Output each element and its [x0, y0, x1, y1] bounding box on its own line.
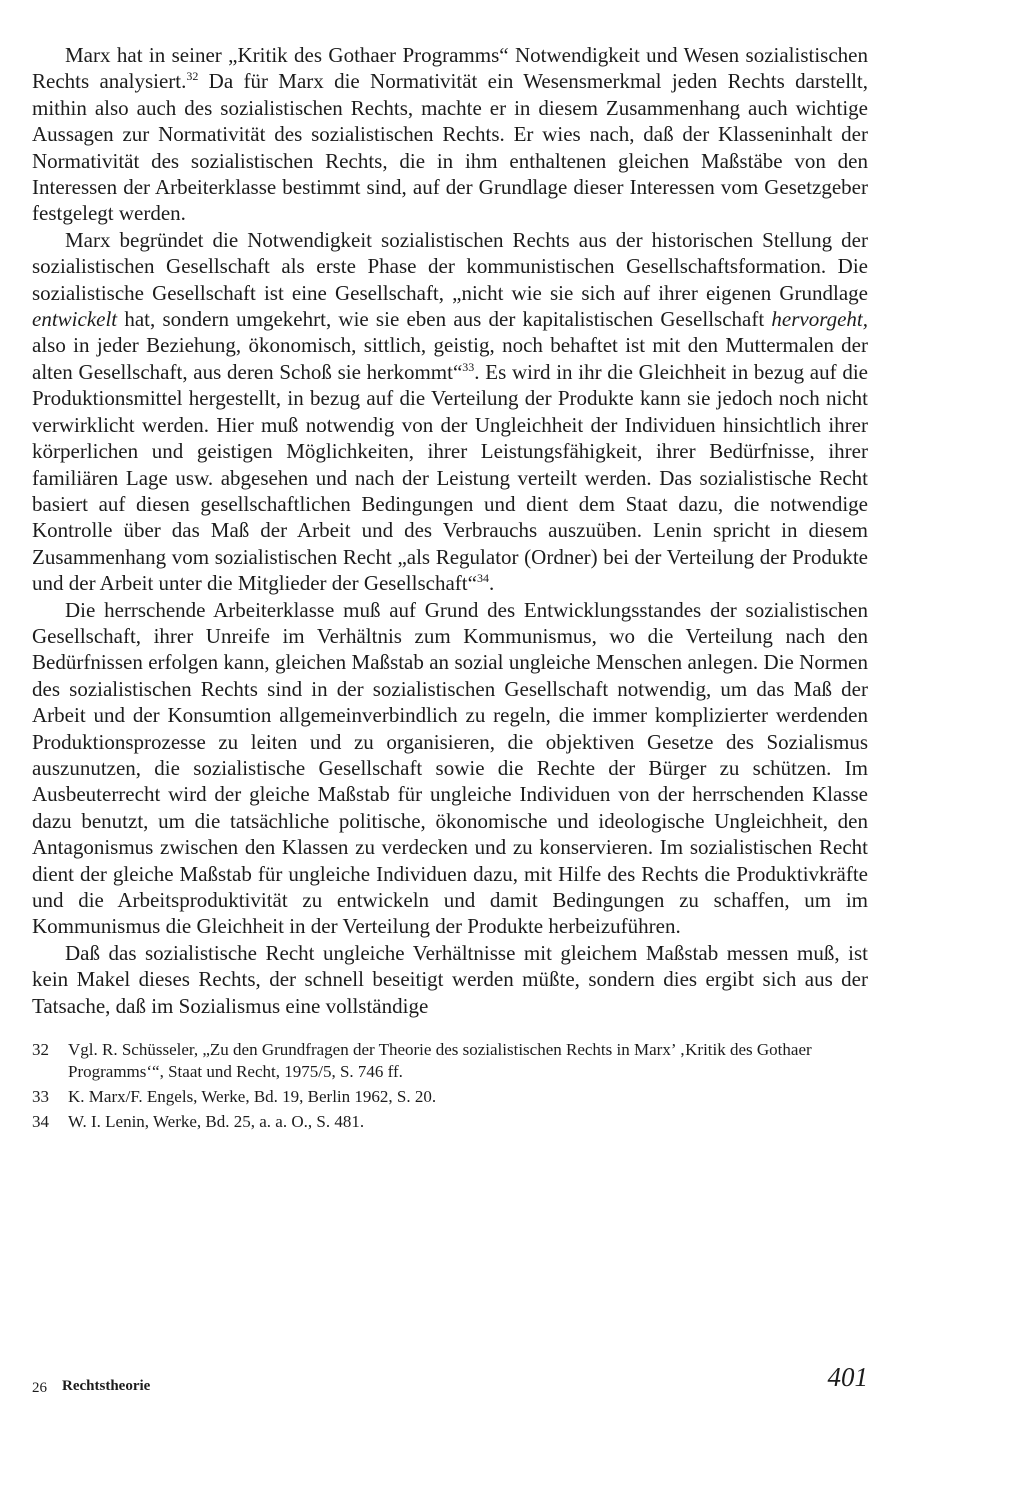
text-run: also in jeder Beziehung, ökonomisch, sittlich, geistig, noch behaftet ist mit den Muttermalen der alten Gesellschaft, aus deren Schoß sie herkommt“ — [32, 333, 868, 384]
footnote-number: 34 — [32, 1112, 49, 1132]
text-run: Marx begründet die Notwendigkeit sozialistischen Rechts aus der historischen Stellung der sozialistischen Gesellschaft als erste Phase der kommunistischen Gesellschaftsformation. Die sozialistische Gesellschaft ist eine Gesellschaft, „nicht wie sie sich auf ihrer eigenen Grundlage — [32, 227, 868, 305]
paragraph — [32, 940, 868, 1019]
footnote-reference: 33 — [462, 359, 475, 374]
footnote — [32, 1111, 868, 1133]
text-run: . Es wird in ihr die Gleichheit in bezug auf die Produktionsmittel hergestellt, in bezug auf die Verteilung der Produkte kann sie jedoch noch nicht verwirklicht werden. Hier muß notwendig von der Ungleichheit der Individuen hinsichtlich ihrer körperlichen und geistigen Möglichkeiten, ihrer Leistungsfähigkeit, ihrer Bedürfnisse, ihrer familiären Lage usw. abgesehen und nach der Leistung verteilt werden. Das sozialistische Recht basiert auf diesen gesellschaftlichen Bedingungen und dient dem Staat dazu, die notwendige Kontrolle über das Maß der Arbeit und des Verbrauchs auszuüben. Lenin spricht in diesem Zusammenhang vom sozialistischen Recht „als Regulator (Ordner) bei der Verteilung der Produkte und der Arbeit unter die Mitglieder der Gesellschaft“ — [32, 359, 868, 596]
emphasis-text: hervorgeht, — [771, 307, 868, 332]
footnote — [32, 1039, 868, 1083]
footnote-number: 32 — [32, 1040, 49, 1060]
text-run: hat, sondern umgekehrt, wie sie eben aus der kapitalistischen Gesellschaft — [117, 307, 772, 332]
footnotes — [32, 1039, 868, 1133]
paragraph — [32, 227, 868, 597]
signature-number: 26 — [32, 1380, 47, 1396]
body-text — [32, 42, 868, 1019]
signature-label: Rechtstheorie — [62, 1378, 151, 1394]
text-run: Marx hat in seiner „Kritik des Gothaer Programms“ Notwendigkeit und Wesen sozialistischen Rechts analysiert. — [32, 43, 868, 94]
footnote-text: Vgl. R. Schüsseler, „Zu den Grundfragen der Theorie des sozialistischen Rechts in Marx’ ‚Kritik des Gothaer Programms‘“, Staat und Recht, 1975/5, S. 746 ff. — [68, 1040, 812, 1082]
footnote-reference: 32 — [186, 69, 199, 84]
text-run: . — [488, 571, 495, 596]
footnote — [32, 1086, 868, 1108]
paragraph — [32, 597, 868, 940]
footnote-reference: 34 — [476, 571, 489, 586]
document-page — [32, 42, 868, 1136]
page-footer — [32, 1362, 868, 1402]
text-run: Daß das sozialistische Recht ungleiche Verhältnisse mit gleichem Maßstab messen muß, ist kein Makel dieses Rechts, der schnell beseitigt werden müßte, sondern dies ergibt sich aus der Tatsache, daß im Sozialismus eine vollständige — [32, 940, 868, 1018]
paragraph — [32, 42, 868, 227]
footnote-text: W. I. Lenin, Werke, Bd. 25, a. a. O., S. 481. — [68, 1112, 365, 1132]
footnote-text: K. Marx/F. Engels, Werke, Bd. 19, Berlin 1962, S. 20. — [68, 1087, 437, 1107]
text-run: Die herrschende Arbeiterklasse muß auf Grund des Entwicklungsstandes der sozialistischen Gesellschaft, ihrer Unreife im Verhältnis zum Kommunismus, wo die Verteilung nach den Bedürfnissen erfolgen kann, gleichen Maßstab an sozial ungleiche Menschen anlegen. Die Normen des sozialistischen Rechts sind in der sozialistischen Gesellschaft notwendig, um das Maß der Arbeit und der Konsumtion allgemeinverbindlich zu regeln, die immer komplizierter werdenden Produktionsprozesse zu leiten und zu organisieren, die objektiven Gesetze des Sozialismus auszunutzen, die sozialistische Gesellschaft sowie die Rechte der Bürger zu schützen. Im Ausbeuterrecht wird der gleiche Maßstab für ungleiche Individuen von der herrschenden Klasse dazu benutzt, um die tatsächliche politische, ökonomische und ideologische Ungleichheit, den Antagonismus zwischen den Klassen zu verdecken und zu konservieren. Im sozialistischen Recht dient der gleiche Maßstab für ungleiche Individuen dazu, mit Hilfe des Rechts die Produktivkräfte und die Arbeitsproduktivität zu entwickeln und damit Bedingungen zu schaffen, um im Kommunismus die Gleichheit in der Verteilung der Produkte herbeizuführen. — [32, 597, 868, 939]
emphasis-text: entwickelt — [32, 307, 118, 332]
text-run: Da für Marx die Normativität ein Wesensmerkmal jeden Rechts darstellt, mithin also auch des sozialistischen Rechts, machte er in diesem Zusammenhang auch wichtige Aussagen zur Normativität des sozialistischen Rechts. Er wies nach, daß der Klasseninhalt der Normativität des sozialistischen Rechts, die in ihm enthaltenen gleichen Maßstäbe von den Interessen der Arbeiterklasse bestimmt sind, auf der Grundlage dieser Interessen vom Gesetzgeber festgelegt werden. — [32, 69, 868, 226]
page-number: 401 — [827, 1362, 868, 1392]
footnote-number: 33 — [32, 1087, 49, 1107]
